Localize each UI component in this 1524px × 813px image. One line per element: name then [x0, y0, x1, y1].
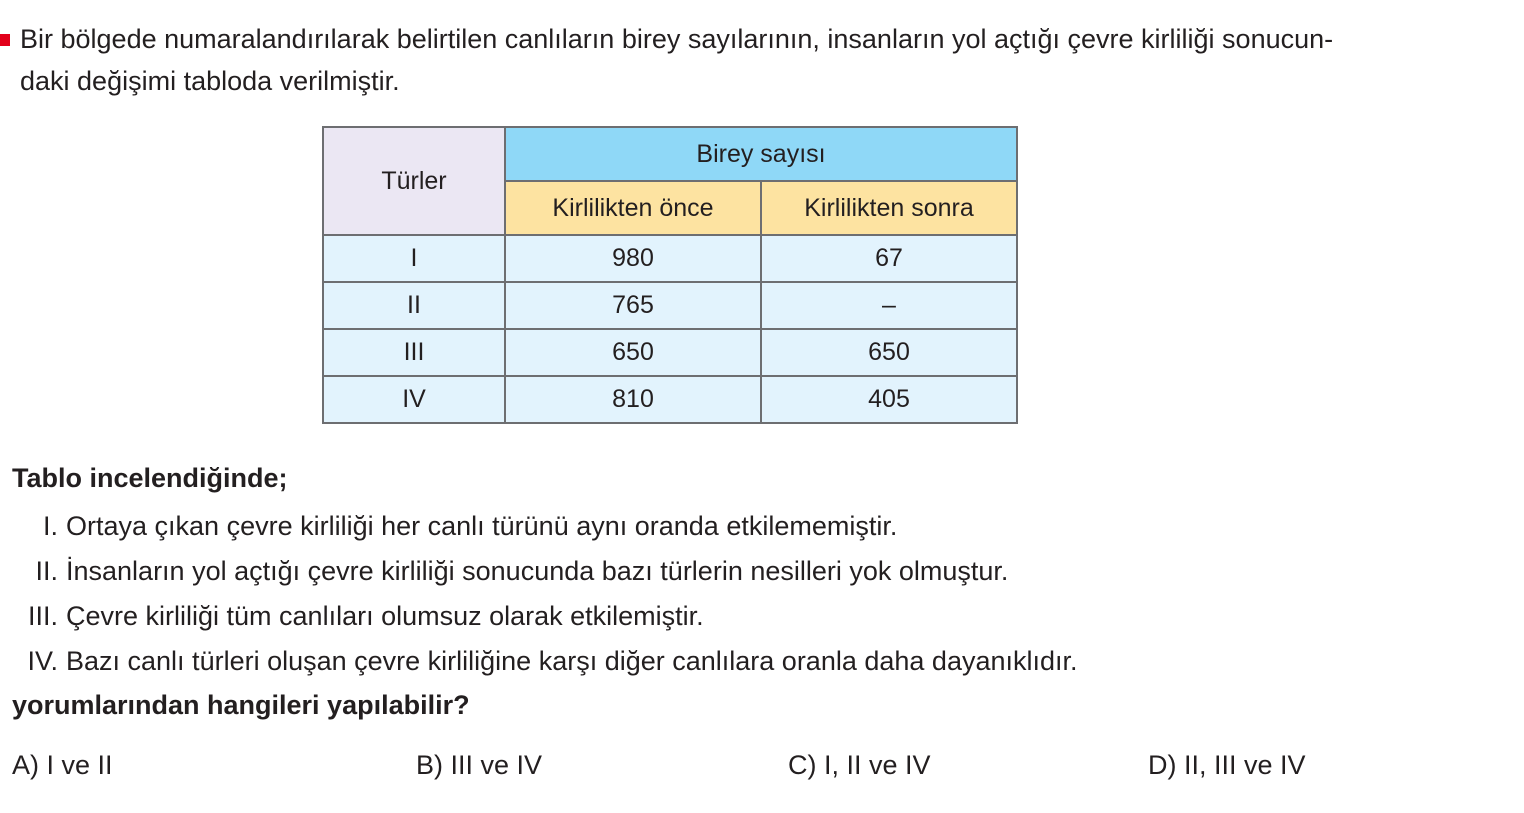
statement-number: II. — [35, 556, 58, 586]
before-cell: 810 — [505, 376, 761, 423]
statement-item — [12, 549, 1078, 594]
table-row — [323, 329, 1017, 376]
species-cell: I — [323, 235, 505, 282]
before-pollution-header: Kirlilikten önce — [505, 181, 761, 235]
table-row — [323, 376, 1017, 423]
after-cell: 405 — [761, 376, 1017, 423]
before-cell: 765 — [505, 282, 761, 329]
after-cell: 650 — [761, 329, 1017, 376]
population-table — [322, 126, 1018, 424]
statement-text: İnsanların yol açtığı çevre kirliliği sonucunda bazı türlerin nesilleri yok olmuştur. — [66, 556, 1009, 586]
statement-item — [12, 639, 1078, 684]
table-row — [323, 235, 1017, 282]
before-cell: 980 — [505, 235, 761, 282]
after-cell: – — [761, 282, 1017, 329]
choice-d[interactable]: D) II, III ve IV — [1148, 750, 1306, 780]
species-cell: II — [323, 282, 505, 329]
table-row — [323, 282, 1017, 329]
species-cell: III — [323, 329, 505, 376]
statement-number: III. — [27, 601, 58, 631]
statement-number: I. — [42, 511, 58, 541]
statement-text: Bazı canlı türleri oluşan çevre kirliliğine karşı diğer canlılara oranla daha dayanıklıdır. — [66, 646, 1078, 676]
statement-item — [12, 504, 1078, 549]
species-cell: IV — [323, 376, 505, 423]
table-header-row — [323, 127, 1017, 181]
species-header: Türler — [323, 127, 505, 235]
statement-number: IV. — [27, 646, 58, 676]
question-text: yorumlarından hangileri yapılabilir? — [12, 690, 470, 720]
statement-text: Çevre kirliliği tüm canlıları olumsuz olarak etkilemiştir. — [66, 601, 704, 631]
statement-text: Ortaya çıkan çevre kirliliği her canlı türünü aynı oranda etkilememiştir. — [66, 511, 898, 541]
individual-count-header: Birey sayısı — [505, 127, 1017, 181]
statement-list — [12, 504, 1078, 684]
intro-line-1: Bir bölgede numaralandırılarak belirtilen canlıların birey sayılarının, insanların yol açtığı çevre kirliliği sonucun- — [20, 24, 1334, 54]
intro-line-2: daki değişimi tabloda verilmiştir. — [20, 66, 400, 96]
question-marker — [0, 34, 10, 46]
choice-b[interactable]: B) III ve IV — [416, 750, 543, 780]
after-cell: 67 — [761, 235, 1017, 282]
statement-item — [12, 594, 1078, 639]
after-pollution-header: Kirlilikten sonra — [761, 181, 1017, 235]
choice-c[interactable]: C) I, II ve IV — [788, 750, 931, 780]
choice-a[interactable]: A) I ve II — [12, 750, 113, 780]
question-intro — [20, 18, 1500, 102]
before-cell: 650 — [505, 329, 761, 376]
lead-text: Tablo incelendiğinde; — [12, 463, 288, 493]
